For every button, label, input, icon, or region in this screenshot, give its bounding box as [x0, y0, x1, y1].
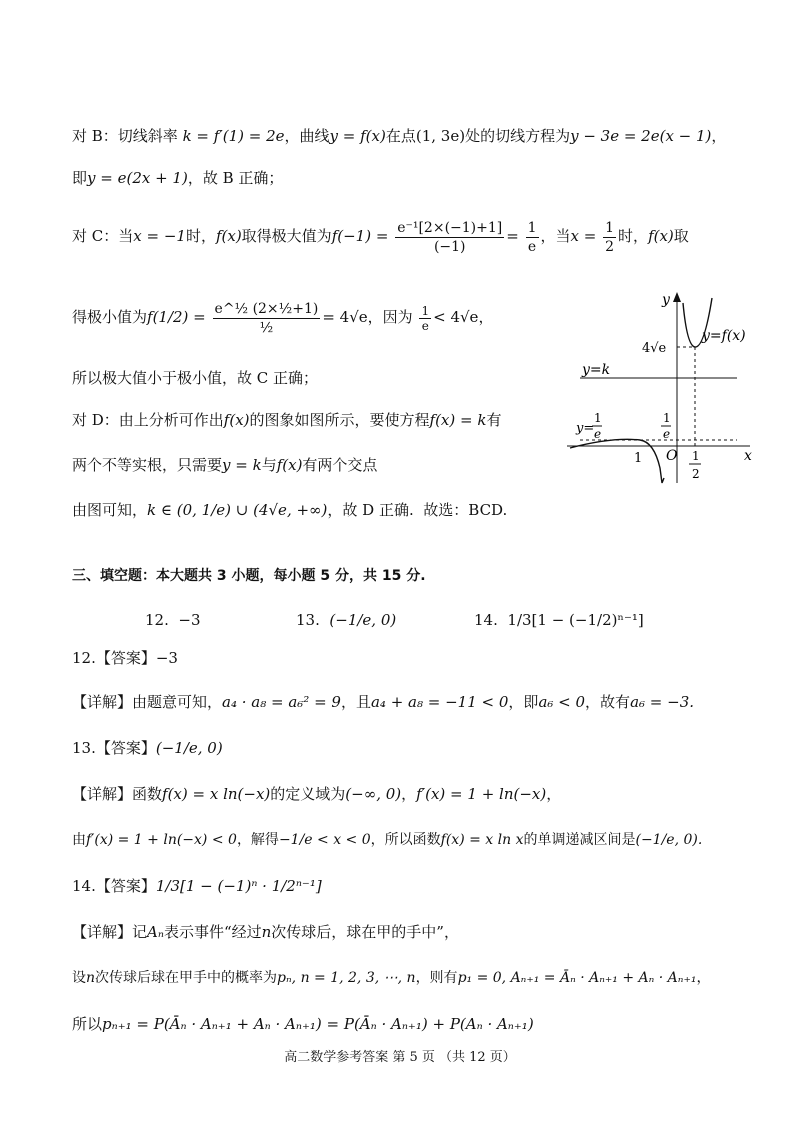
q12-detail: 【详解】由题意可知，a₄ · a₈ = a₆² = 9，且a₄ + a₈ = −11 < 0，即a₆ < 0，故有a₆ = −3. [72, 693, 695, 711]
q13-answer-head: 13.【答案】(−1/e, 0) [72, 739, 223, 757]
fraction-max-value: $\frac{\text{e⁻¹[2×(−1)+1]}}{(-1)}$ [397, 219, 503, 255]
part-c-line2: 得极小值为f(1/2) = $\frac{\text{e\textasciicircum{}½ (2×½+1)}}{\text{½}}$ = 4√e，因为 $\frac{1}{e}$ < 4√e， [72, 300, 494, 336]
part-d-line1: 对 D：由上分析可作出f(x)的图象如图所示，要使方程f(x) = k有 [72, 411, 502, 429]
fx-label: y=f(x) [702, 328, 746, 344]
inv-e-left-num: 1 [594, 411, 602, 425]
fraction-one-over-e: $\frac{1}{e}$ [527, 219, 537, 255]
function-graph [562, 288, 762, 488]
section3-title: 三、填空题：本大题共 3 小题，每小题 5 分，共 15 分. [72, 568, 426, 584]
page-footer: 高二数学参考答案 第 5 页 （共 12 页） [284, 1050, 516, 1065]
q14-detail-line1: 【详解】记Aₙ表示事件“经过n次传球后，球在甲的手中”， [72, 923, 459, 941]
q13-detail-line2: 由f′(x) = 1 + ln(−x) < 0，解得−1/e < x < 0，所以函数f(x) = x ln x的单调递减区间是(−1/e, 0). [72, 832, 703, 848]
y-axis-label: y [662, 292, 670, 308]
part-c-line3: 所以极大值小于极小值，故 C 正确； [72, 369, 319, 387]
fraction-one-over-e-2: $\frac{1}{e}$ [421, 303, 430, 333]
part-d-line2: 两个不等实根，只需要y = k与f(x)有两个交点 [72, 456, 378, 474]
inv-e-left-den: e [594, 427, 602, 441]
part-c-line1: 对 C：当x = −1时，f(x)取得极大值为f(−1) = $\frac{\text{e⁻¹[2×(−1)+1]}}{(-1)}$ = $\frac{1}{e}$ ，当x = $\frac{1}{2}$ 时，f(x)取 [72, 219, 689, 255]
half-num: 1 [692, 449, 700, 463]
answer-12: 12. −3 [145, 611, 201, 629]
q12-answer-head: 12.【答案】−3 [72, 649, 178, 667]
inv-e-axis-num: 1 [663, 411, 671, 425]
q14-answer-head: 14.【答案】1/3[1 − (−1)ⁿ · 1/2ⁿ⁻¹] [72, 877, 322, 895]
part-d-line3: 由图可知，k ∈ (0, 1/e) ∪ (4√e, +∞)，故 D 正确. 故选：BCD. [72, 501, 508, 519]
neg-one-label: 1 [634, 451, 643, 466]
y-axis-arrow [673, 292, 681, 302]
answer-14: 14. 1/3[1 − (−1/2)ⁿ⁻¹] [474, 611, 644, 629]
q13-detail-line1: 【详解】函数f(x) = x ln(−x)的定义域为(−∞, 0)，f′(x) = 1 + ln(−x)， [72, 785, 562, 803]
q14-detail-line2: 设n次传球后球在甲手中的概率为pₙ, n = 1, 2, 3, ⋯, n，则有p₁ = 0, Aₙ₊₁ = Āₙ · Aₙ₊₁ + Aₙ · Aₙ₊₁， [72, 970, 711, 986]
origin-label: O [666, 448, 678, 464]
x-axis-label: x [744, 448, 752, 464]
four-sqrt-e-label: 4√e [642, 341, 667, 356]
inv-e-axis-den: e [663, 427, 671, 441]
fraction-min-value: $\frac{\text{e\textasciicircum{}½ (2×½+1)}}{\text{½}}$ [214, 300, 319, 336]
half-den: 2 [692, 467, 700, 481]
part-b-line2: 即y = e(2x + 1)，故 B 正确； [72, 169, 284, 187]
k-label: y=k [582, 362, 611, 378]
part-b-line1: 对 B：切线斜率 k = f′(1) = 2e，曲线y = f(x)在点(1, 3e)处的切线方程为y − 3e = 2e(x − 1)， [72, 127, 727, 145]
inv-e-label-left: y= [576, 421, 595, 436]
q14-detail-line3: 所以pₙ₊₁ = P(Āₙ · Aₙ₊₁ + Aₙ · Aₙ₊₁) = P(Āₙ · Aₙ₊₁) + P(Aₙ · Aₙ₊₁) [72, 1015, 534, 1033]
answer-13: 13. (−1/e, 0) [296, 611, 397, 629]
fraction-half: $\frac{1}{2}$ [605, 219, 615, 255]
